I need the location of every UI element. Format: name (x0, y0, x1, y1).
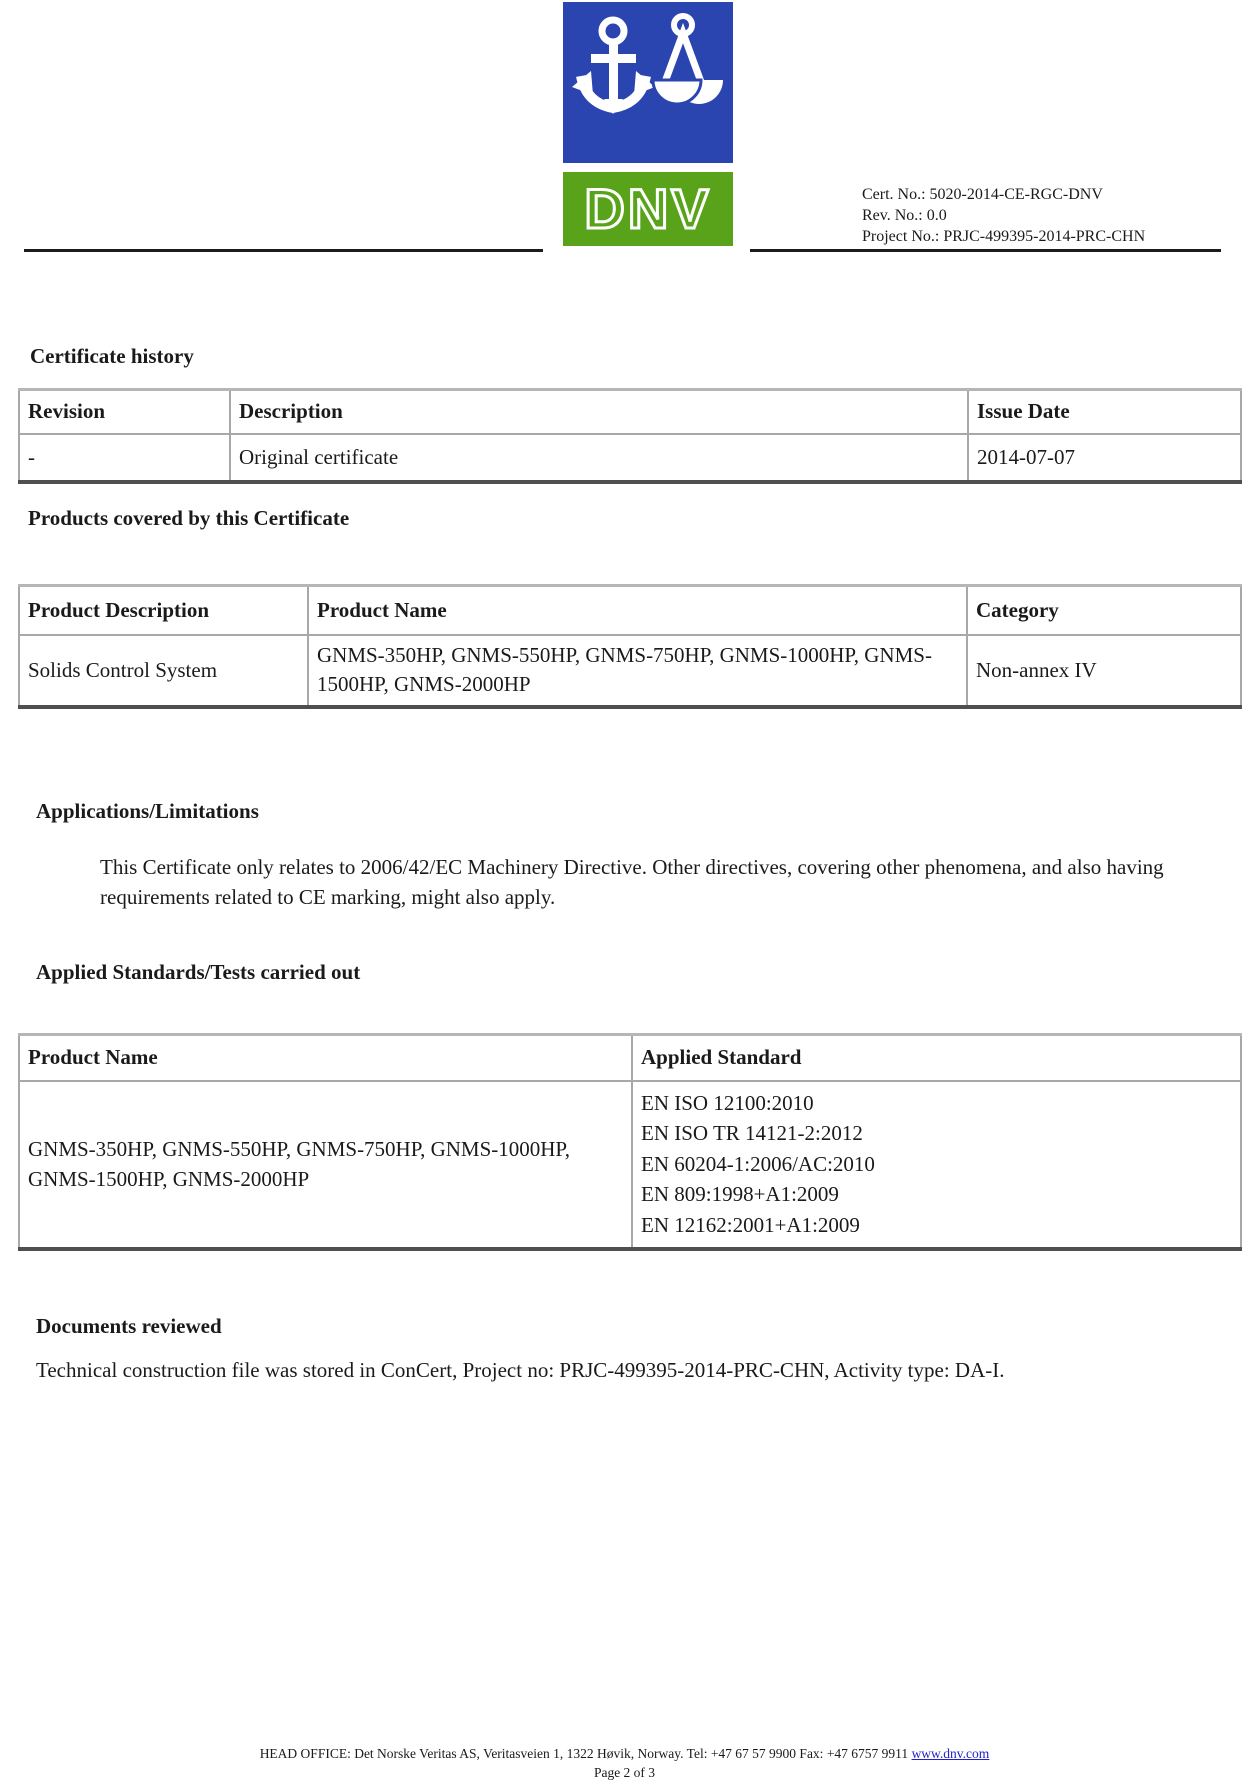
category-value: Non-annex IV (967, 635, 1241, 707)
page-footer (0, 1744, 1249, 1782)
product-name-value: GNMS-350HP, GNMS-550HP, GNMS-750HP, GNMS-1000HP, GNMS-1500HP, GNMS-2000HP (19, 1081, 632, 1249)
applied-standards-table (18, 1033, 1242, 1251)
column-header-revision: Revision (19, 390, 230, 434)
description-value: Original certificate (230, 434, 968, 482)
standard-item: EN 12162:2001+A1:2009 (641, 1212, 860, 1237)
head-office-line (0, 1744, 1249, 1763)
dnv-logo-wordmark (563, 172, 733, 246)
header-rule-right (750, 249, 1221, 252)
documents-reviewed-heading: Documents reviewed (36, 1314, 222, 1338)
table-row (19, 1081, 1241, 1249)
revision-value: - (19, 434, 230, 482)
product-description-value: Solids Control System (19, 635, 308, 707)
head-office-text: HEAD OFFICE: Det Norske Veritas AS, Veritasveien 1, 1322 Høvik, Norway. Tel: +47 67 57 9900 Fax: +47 6757 9911 (259, 1746, 912, 1761)
cert-number: Cert. No.: 5020-2014-CE-RGC-DNV (862, 186, 1103, 203)
certificate-history-heading: Certificate history (30, 344, 194, 368)
applied-standard-list (632, 1081, 1241, 1249)
dnv-letters (568, 176, 728, 242)
scales-icon (653, 16, 723, 104)
standard-item: EN 60204-1:2006/AC:2010 (641, 1151, 875, 1176)
dnv-website-link[interactable]: www.dnv.com (911, 1746, 990, 1761)
standard-item: EN ISO 12100:2010 (641, 1090, 814, 1115)
column-header-product-name: Product Name (308, 586, 967, 635)
column-header-category: Category (967, 586, 1241, 635)
issue-date-value: 2014-07-07 (968, 434, 1241, 482)
column-header-product-description: Product Description (19, 586, 308, 635)
project-number: Project No.: PRJC-499395-2014-PRC-CHN (862, 228, 1146, 245)
standard-item: EN 809:1998+A1:2009 (641, 1182, 839, 1207)
anchor-icon (572, 20, 655, 114)
column-header-issue-date: Issue Date (968, 390, 1241, 434)
table-row (19, 635, 1241, 707)
standard-item: EN ISO TR 14121-2:2012 (641, 1121, 863, 1146)
dnv-logo-emblem (563, 2, 733, 163)
table-header-row (19, 586, 1241, 635)
documents-reviewed-body: Technical construction file was stored in ConCert, Project no: PRJC-499395-2014-PRC-CHN, Activity type: DA-I. (36, 1358, 1005, 1382)
table-row (19, 434, 1241, 482)
column-header-product-name: Product Name (19, 1035, 632, 1081)
applications-limitations-body: This Certificate only relates to 2006/42/EC Machinery Directive. Other directives, covering other phenomena, and also having requirements related to CE marking, might also apply. (100, 855, 1164, 909)
applied-standards-heading: Applied Standards/Tests carried out (36, 960, 361, 984)
header-rule-left (24, 249, 543, 252)
table-header-row (19, 390, 1241, 434)
dnv-logo-text: DNV (584, 177, 712, 240)
certificate-history-table (18, 388, 1242, 484)
column-header-applied-standard: Applied Standard (632, 1035, 1241, 1081)
products-heading: Products covered by this Certificate (28, 506, 350, 530)
products-table (18, 584, 1242, 709)
product-name-value: GNMS-350HP, GNMS-550HP, GNMS-750HP, GNMS-1000HP, GNMS-1500HP, GNMS-2000HP (308, 635, 967, 707)
column-header-description: Description (230, 390, 968, 434)
certificate-numbers (862, 184, 1145, 247)
applications-limitations-heading: Applications/Limitations (36, 799, 259, 823)
table-header-row (19, 1035, 1241, 1081)
revision-number: Rev. No.: 0.0 (862, 207, 947, 224)
anchor-and-scales-icon (563, 2, 733, 163)
page-indicator: Page 2 of 3 (593, 1765, 656, 1780)
